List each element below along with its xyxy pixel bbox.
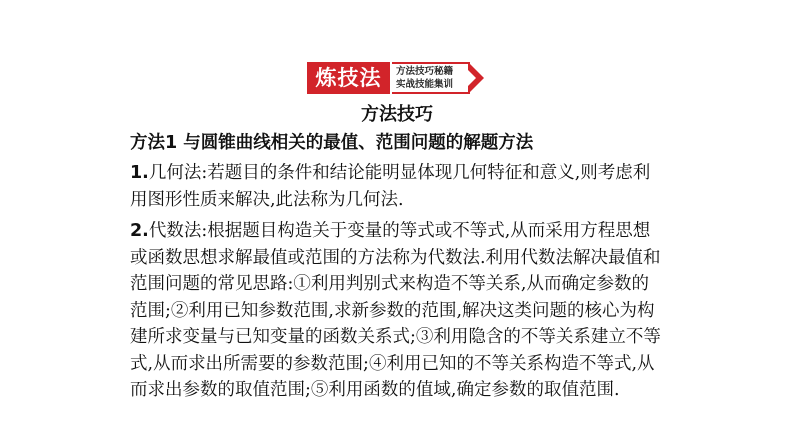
banner-slogan-line2: 实战技能集训	[396, 79, 454, 90]
paragraph-algebraic-method	[130, 218, 666, 404]
banner-label: 炼技法	[307, 62, 390, 94]
paragraph-text: 代数法:根据题目构造关于变量的等式或不等式,从而采用方程思想或函数思想求解最值或范围的方法称为代数法.利用代数法解决最值和范围问题的常见思路:①利用判别式来构造不等关系,从而确定参数的范围;②利用已知参数范围,求新参数的范围,解决这类问题的核心为构建所求变量与已知变量的函数关系式;③利用隐含的不等关系建立不等式,从而求出所需要的参数范围;④利用已知的不等关系构造不等式,从而求出参数的取值范围;⑤利用函数的值域,确定参数的取值范围.	[130, 221, 661, 400]
paragraph-number: 1.	[130, 163, 149, 183]
paragraph-text: 几何法:若题目的条件和结论能明显体现几何特征和意义,则考虑利用图形性质来解决,此法称为几何法.	[130, 163, 651, 210]
arrow-inner-decoration	[466, 68, 476, 88]
banner-slogan	[392, 62, 470, 94]
method-heading: 方法1 与圆锥曲线相关的最值、范围问题的解题方法	[130, 133, 534, 153]
paragraph-geometric-method	[130, 160, 666, 213]
page-title: 方法技巧	[361, 104, 433, 125]
banner-slogan-line1: 方法技巧秘籍	[396, 66, 454, 77]
section-banner	[0, 62, 794, 94]
paragraph-number: 2.	[130, 221, 149, 241]
